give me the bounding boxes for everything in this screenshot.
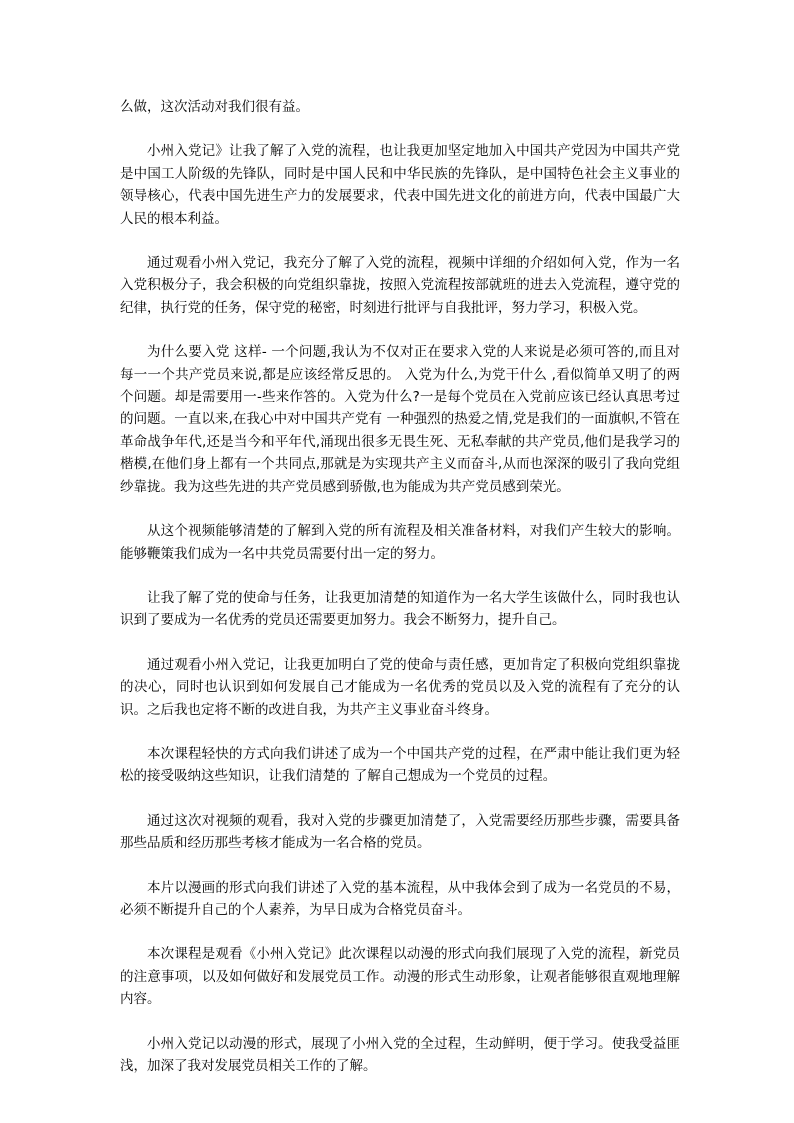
paragraph-9: 本片以漫画的形式向我们讲述了入党的基本流程，从中我体会到了成为一名党员的不易，必须不断提升自己的个人素养，为早日成为合格党员奋斗。 [120,879,680,918]
paragraph-2: 通过观看小州入党记，我充分了解了入党的流程，视频中详细的介绍如何入党，作为一名入党积极分子，我会积极的向党组织靠拢，按照入党流程按部就班的进去入党流程，遵守党的纪律，执行党的任务，保守党的秘密，时刻进行批评与自我批评，努力学习，积极入党。 [120,255,680,316]
paragraph-5: 让我了解了党的使命与任务，让我更加清楚的知道作为一名大学生该做什么，同时我也认识到了要成为一名优秀的党员还需要更加努力。我会不断努力，提升自己。 [120,589,680,629]
paragraph-7: 本次课程轻快的方式向我们讲述了成为一个中国共产党的过程，在严肃中能让我们更为轻松的接受吸纳这些知识，让我们清楚的 了解自己想成为一个党员的过程。 [120,745,680,785]
paragraph-3: 为什么要入党 这样- 一个问题,我认为不仅对正在要求入党的人来说是必须可答的,而且对每一一个共产党员来说,都是应该经常反思的。 入党为什么,为党干什么 ,看似简单又明了的两个问题。却是需要用一-些来作答的。入党为什么?一是每个党员在入党前应该已经认真思考过的问题。一直以来,在我心中对中国共产党有 一种强烈的热爱之情,党是我们的一面旗帜,不管在革命战争年代,还是当今和平年代,涌现出很多无畏生死、无私奉献的共产党员,他们是我学习的楷模,在他们身上都有一个共同点,那就是为实现共产主义而奋斗,从而也深深的吸引了我向党组纱靠拢。我为这些先进的共产党员感到骄傲,也为能成为共产党员感到荣光。 [120,344,680,495]
paragraph-continuation: 么做，这次活动对我们很有益。 [120,99,309,115]
paragraph-11: 小州入党记以动漫的形式，展现了小州入党的全过程，生动鲜明，便于学习。使我受益匪浅，加深了我对发展党员相关工作的了解。 [120,1035,680,1074]
paragraph-1: 小州入党记》让我了解了入党的流程，也让我更加坚定地加入中国共产党因为中国共产党是中国工人阶级的先锋队，同时是中国人民和中华民族的先锋队，是中国特色社会主义事业的领导核心，代表中国先进生产力的发展要求，代表中国先进文化的前进方向，代表中国最广大人民的根本利益。 [120,143,680,227]
paragraph-4: 从这个视频能够清楚的了解到入党的所有流程及相关准备材料，对我们产生较大的影响。能够鞭策我们成为一名中共党员需要付出一定的努力。 [120,523,680,562]
paragraph-8: 通过这次对视频的观看，我对入党的步骤更加清楚了，入党需要经历那些步骤，需要具备那些品质和经历那些考核才能成为一名合格的党员。 [120,812,680,852]
document-page [120,96,680,1077]
paragraph-6: 通过观看小州入党记，让我更加明白了党的使命与责任感，更加肯定了积极向党组织靠拢的决心，同时也认识到如何发展自己才能成为一名优秀的党员以及入党的流程有了充分的认识。之后我也定将不断的改进自我，为共产主义事业奋斗终身。 [120,656,680,718]
paragraph-10: 本次课程是观看《小州入党记》此次课程以动漫的形式向我们展现了入党的流程，新党员的注意事项，以及如何做好和发展党员工作。动漫的形式生动形象，让观者能够很直观地理解内容。 [120,946,680,1008]
